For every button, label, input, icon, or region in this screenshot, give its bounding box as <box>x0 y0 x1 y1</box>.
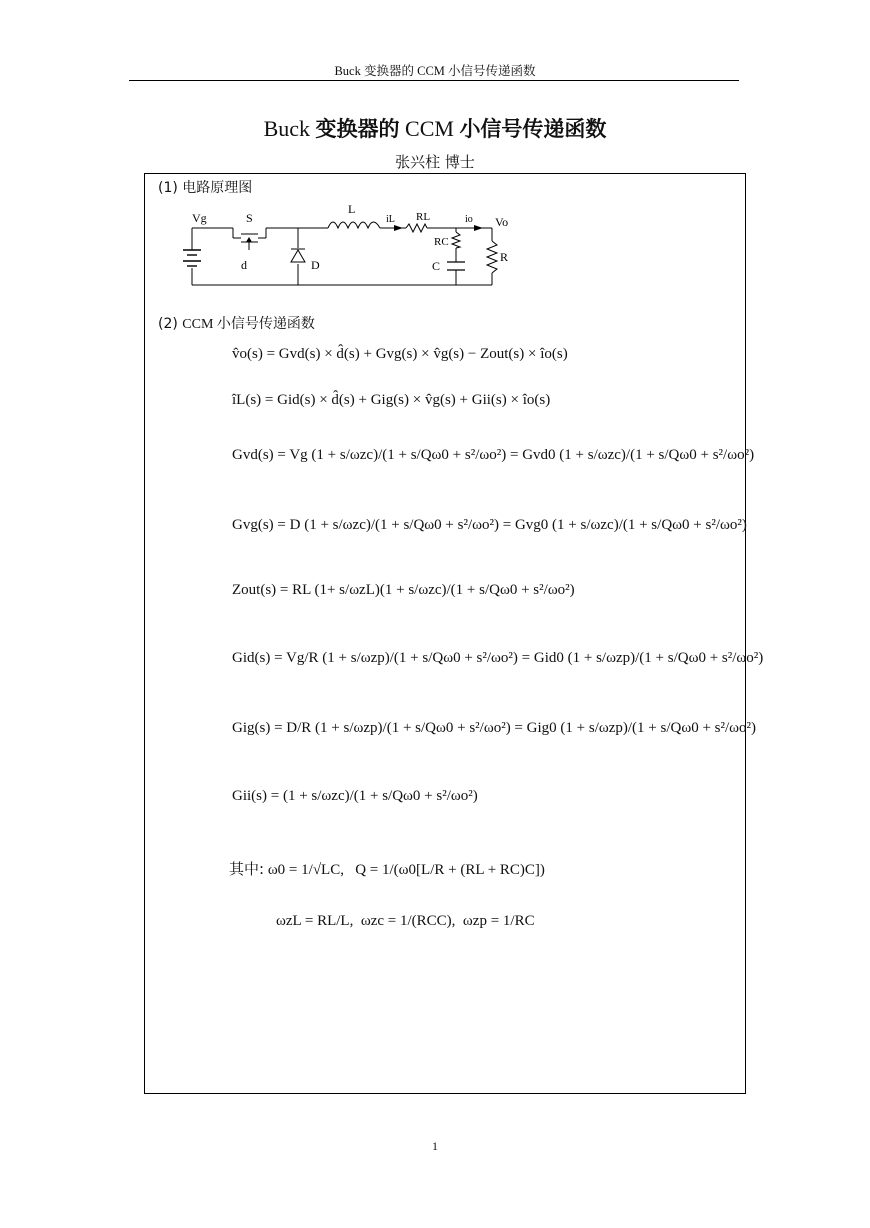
battery-icon <box>183 250 201 266</box>
equation-zout: Zout(s) = RL (1+ s/ωzL)(1 + s/ωzc)/(1 + s/Qω0 + s²/ωo²) <box>232 582 575 598</box>
def-q: Q = 1/(ω0[L/R + (RL + RC)C]) <box>355 862 545 878</box>
section-1-label: 电路原理图 <box>182 180 253 196</box>
content-frame <box>144 173 746 1094</box>
equation-gvd: Gvd(s) = Vg (1 + s/ωzc)/(1 + s/Qω0 + s²/ωo²) = Gvd0 (1 + s/ωzc)/(1 + s/Qω0 + s²/ωo²) <box>232 447 755 463</box>
label-io: io <box>465 214 473 225</box>
label-r: R <box>500 250 509 264</box>
label-diode: D <box>311 258 320 272</box>
equation-gid: Gid(s) = Vg/R (1 + s/ωzp)/(1 + s/Qω0 + s²/ωo²) = Gid0 (1 + s/ωzp)/(1 + s/Qω0 + s²/ωo²) <box>232 650 764 666</box>
running-header-text: Buck 变换器的 CCM 小信号传递函数 <box>334 64 536 78</box>
running-header <box>0 61 870 79</box>
section-2-latin: CCM <box>182 317 217 332</box>
where-label: 其中: <box>229 860 265 878</box>
il-arrow-icon <box>394 225 403 231</box>
def-wzc: ωzc = 1/(RCC) <box>360 913 452 929</box>
equation-gvg: Gvg(s) = D (1 + s/ωzc)/(1 + s/Qω0 + s²/ωo²) = Gvg0 (1 + s/ωzc)/(1 + s/Qω0 + s²/ωo²) <box>232 517 747 533</box>
title-latin-a: Buck <box>263 116 316 141</box>
label-vg: Vg <box>192 211 207 225</box>
equation-vo: v̂o(s) = Gvd(s) × d̂(s) + Gvg(s) × v̂g(s) − Zout(s) × îo(s) <box>232 346 568 362</box>
equation-gig: Gig(s) = D/R (1 + s/ωzp)/(1 + s/Qω0 + s²/ωo²) = Gig0 (1 + s/ωzp)/(1 + s/Qω0 + s²/ωo²) <box>232 720 757 736</box>
page-number: 1 <box>432 1139 438 1153</box>
label-l: L <box>348 202 356 216</box>
section-1-number: (1) <box>158 180 178 196</box>
label-rc: RC <box>434 236 449 248</box>
label-il: iL <box>386 214 395 225</box>
def-wzl: ωzL = RL/L <box>276 913 350 929</box>
title-cjk-a: 变换器的 <box>315 117 400 141</box>
def-wzp: ωzp = 1/RC <box>462 913 535 929</box>
author: 张兴柱 博士 <box>395 153 475 171</box>
section-2-number: (2) <box>158 316 178 332</box>
title-latin-b: CCM <box>399 116 460 141</box>
title-cjk-b: 小信号传递函数 <box>459 117 607 141</box>
resistor-rc-icon <box>452 232 460 248</box>
document-title <box>0 113 870 143</box>
switch-gate-arrow-icon <box>246 237 252 242</box>
buck-circuit-diagram <box>170 198 530 290</box>
label-s: S <box>246 211 253 225</box>
zero-definitions: ωzL = RL/L, ωzc = 1/(RCC), ωzp = 1/RC <box>276 913 535 929</box>
diode-icon <box>291 249 305 262</box>
resistor-r-icon <box>487 241 497 273</box>
section-2-label: 小信号传递函数 <box>216 316 315 332</box>
inductor-icon <box>328 222 380 228</box>
section-1-heading <box>158 177 252 197</box>
resistor-rl-icon <box>406 224 427 232</box>
equation-gii: Gii(s) = (1 + s/ωzc)/(1 + s/Qω0 + s²/ωo²) <box>232 788 478 804</box>
capacitor-icon <box>447 262 465 270</box>
label-c: C <box>432 259 441 273</box>
equation-il: îL(s) = Gid(s) × d̂(s) + Gig(s) × v̂g(s) + Gii(s) × îo(s) <box>232 392 551 408</box>
label-vo: Vo <box>495 215 509 229</box>
def-w0: ω0 = 1/√LC <box>267 862 341 878</box>
where-definitions: 其中: ω0 = 1/√LC, Q = 1/(ω0[L/R + (RL + RC)C]) <box>229 860 545 878</box>
header-rule <box>129 80 739 81</box>
section-2-heading <box>158 313 315 333</box>
label-d-duty: d <box>241 258 247 272</box>
label-rl: RL <box>416 211 431 223</box>
io-arrow-icon <box>474 225 483 231</box>
